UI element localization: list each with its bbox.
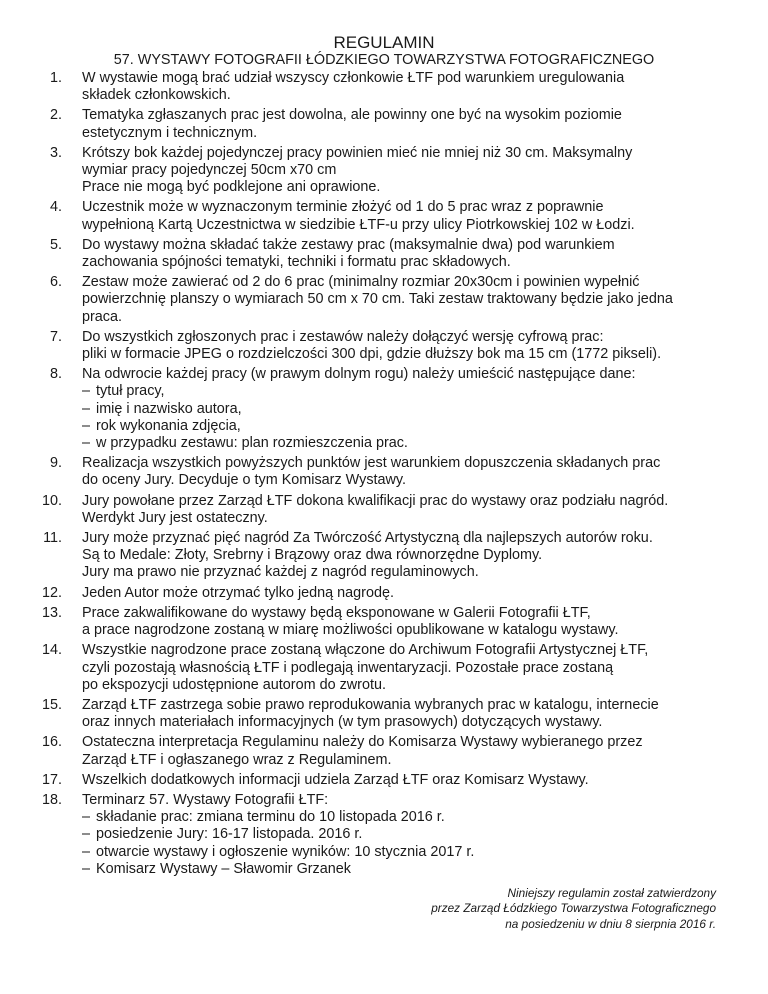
rule-item [24, 145, 744, 197]
rule-item [24, 274, 744, 326]
rule-subitem-text: tytuł pracy, [96, 383, 165, 400]
rule-text-line: zachowania spójności tematyki, techniki i formatu prac składowych. [82, 254, 511, 271]
page-title: REGULAMIN [333, 33, 435, 52]
rule-text-line: Zarząd ŁTF i ogłaszanego wraz z Regulaminem. [82, 751, 392, 768]
page-subtitle: 57. WYSTAWY FOTOGRAFII ŁÓDZKIEGO TOWARZYSTWA FOTOGRAFICZNEGO [113, 52, 655, 68]
rule-number: 11. [43, 530, 62, 547]
rule-number: 6. [49, 274, 62, 291]
approval-note [431, 886, 716, 932]
rule-subitem [82, 435, 744, 452]
rule-text-line: Na odwrocie każdej pracy (w prawym dolnym rogu) należy umieścić następujące dane: [82, 366, 636, 383]
rule-item [24, 199, 744, 233]
rule-number: 7. [49, 328, 62, 345]
rule-subitem-text: Komisarz Wystawy – Sławomir Grzanek [96, 860, 351, 877]
rule-number: 13. [41, 604, 62, 621]
rule-text-line: Jury ma prawo nie przyznać każdej z nagród regulaminowych. [82, 564, 479, 581]
rule-text-line: Do wszystkich zgłoszonych prac i zestawów należy dołączyć wersję cyfrową prac: [82, 328, 604, 345]
rule-text-line: po ekspozycji udostępnione autorom do zwrotu. [82, 676, 386, 693]
dash-bullet: – [82, 435, 91, 452]
rule-text-line: Jeden Autor może otrzymać tylko jedną nagrodę. [82, 584, 394, 601]
rule-number: 9. [49, 455, 62, 472]
rule-subitem-text: składanie prac: zmiana terminu do 10 listopada 2016 r. [96, 809, 445, 826]
rule-text-line: czyli pozostają własnością ŁTF i podlegają inwentaryzacji. Pozostałe prace zostaną [82, 659, 614, 676]
dash-bullet: – [82, 383, 91, 400]
rule-item [24, 107, 744, 141]
rule-number: 14. [41, 642, 62, 659]
dash-bullet: – [82, 860, 91, 877]
rule-item [24, 70, 744, 104]
rule-text-line: Zarząd ŁTF zastrzega sobie prawo reprodukowania wybranych prac w katalogu, internecie [82, 696, 659, 713]
rule-item [24, 585, 744, 602]
rule-item [24, 792, 744, 878]
rule-text-line: Prace zakwalifikowane do wystawy będą eksponowane w Galerii Fotografii ŁTF, [82, 604, 591, 621]
rule-text-line: Realizacja wszystkich powyższych punktów jest warunkiem dopuszczenia składanych prac [82, 455, 661, 472]
rule-text-line: Prace nie mogą być podklejone ani oprawione. [82, 179, 381, 196]
rule-subitem-text: rok wykonania zdjęcia, [96, 417, 241, 434]
dash-bullet: – [82, 417, 91, 434]
rule-text-line: Jury powołane przez Zarząd ŁTF dokona kwalifikacji prac do wystawy oraz podziału nagród. [82, 492, 669, 509]
rule-number: 2. [49, 107, 62, 124]
rule-number: 10. [41, 492, 62, 509]
rule-text-line: Do wystawy można składać także zestawy prac (maksymalnie dwa) pod warunkiem [82, 236, 615, 253]
rule-number: 5. [49, 236, 62, 253]
rule-item [24, 237, 744, 271]
rule-subitem [82, 826, 744, 843]
rule-text-line: estetycznym i technicznym. [82, 124, 258, 141]
rule-text-line: Jury może przyznać pięć nagród Za Twórczość Artystyczną dla najlepszych autorów roku. [82, 530, 653, 547]
rule-text-line: Werdykt Jury jest ostateczny. [82, 509, 268, 526]
rule-subitem [82, 861, 744, 878]
rule-text-line: wymiar pracy pojedynczej 50cm x70 cm [82, 162, 337, 179]
dash-bullet: – [82, 826, 91, 843]
approval-line: na posiedzeniu w dniu 8 sierpnia 2016 r. [505, 916, 716, 931]
rule-number: 15. [41, 696, 62, 713]
rule-item [24, 697, 744, 731]
rule-subitem-text: imię i nazwisko autora, [96, 400, 242, 417]
rule-number: 16. [41, 734, 62, 751]
rule-text-line: Zestaw może zawierać od 2 do 6 prac (minimalny rozmiar 20x30cm i powinien wypełnić [82, 274, 640, 291]
rule-text-line: Tematyka zgłaszanych prac jest dowolna, ale powinny one być na wysokim poziomie [82, 107, 622, 124]
dash-bullet: – [82, 843, 91, 860]
rule-text-line: oraz innych materiałach informacyjnych (w tym prasowych) dotyczących wystawy. [82, 714, 603, 731]
rules-list [24, 70, 744, 881]
rule-subitem [82, 401, 744, 418]
rule-item [24, 366, 744, 452]
rule-text-line: pliki w formacie JPEG o rozdzielczości 300 dpi, gdzie dłuższy bok ma 15 cm (1772 pikseli). [82, 346, 662, 363]
rule-number: 18. [41, 791, 62, 808]
rule-subitem [82, 383, 744, 400]
rule-text-line: powierzchnię planszy o wymiarach 50 cm x 70 cm. Taki zestaw traktowany będzie jako jedna [82, 291, 673, 308]
rule-item [24, 455, 744, 489]
rule-item [24, 605, 744, 639]
rule-number: 12. [41, 584, 62, 601]
rule-subitem-text: w przypadku zestawu: plan rozmieszczenia prac. [96, 435, 408, 452]
rule-number: 17. [41, 771, 62, 788]
rule-number: 3. [49, 144, 62, 161]
rule-item [24, 734, 744, 768]
rule-item [24, 530, 744, 582]
approval-line: Niniejszy regulamin został zatwierdzony [507, 886, 716, 900]
rule-item [24, 642, 744, 694]
rule-subitem-text: otwarcie wystawy i ogłoszenie wyników: 10 stycznia 2017 r. [96, 843, 475, 860]
rule-text-line: Są to Medale: Złoty, Srebrny i Brązowy oraz dwa równorzędne Dyplomy. [82, 547, 543, 564]
rule-text-line: Wszystkie nagrodzone prace zostaną włączone do Archiwum Fotografii Artystycznej ŁTF, [82, 642, 649, 659]
rule-text-line: Terminarz 57. Wystawy Fotografii ŁTF: [82, 791, 329, 808]
dash-bullet: – [82, 809, 91, 826]
rule-subitem [82, 844, 744, 861]
rule-text-line: W wystawie mogą brać udział wszyscy członkowie ŁTF pod warunkiem uregulowania [82, 70, 625, 86]
rule-item [24, 772, 744, 789]
rule-text-line: Krótszy bok każdej pojedynczej pracy powinien mieć nie mniej niż 30 cm. Maksymalny [82, 144, 633, 161]
rule-item [24, 329, 744, 363]
rule-text-line: Uczestnik może w wyznaczonym terminie złożyć od 1 do 5 prac wraz z poprawnie [82, 199, 604, 216]
rule-item [24, 493, 744, 527]
rule-text-line: Wszelkich dodatkowych informacji udziela Zarząd ŁTF oraz Komisarz Wystawy. [82, 771, 589, 788]
rule-text-line: składek członkowskich. [82, 87, 231, 104]
rule-number: 1. [49, 70, 62, 86]
rule-text-line: Ostateczna interpretacja Regulaminu należy do Komisarza Wystawy wybieranego przez [82, 734, 643, 751]
rule-text-line: wypełnioną Kartą Uczestnictwa w siedzibie ŁTF-u przy ulicy Piotrkowskiej 102 w Łodzi. [82, 216, 635, 233]
rule-subitem [82, 418, 744, 435]
rule-text-line: praca. [82, 308, 122, 325]
rule-number: 4. [49, 199, 62, 216]
rule-text-line: do oceny Jury. Decyduje o tym Komisarz Wystawy. [82, 472, 407, 489]
approval-line: przez Zarząd Łódzkiego Towarzystwa Fotograficznego [431, 901, 716, 916]
rule-number: 8. [49, 366, 62, 383]
dash-bullet: – [82, 400, 91, 417]
rule-text-line: a prace nagrodzone zostaną w miarę możliwości opublikowane w katalogu wystawy. [82, 622, 619, 639]
rule-subitem [82, 809, 744, 826]
rule-subitem-text: posiedzenie Jury: 16-17 listopada. 2016 r. [96, 826, 363, 843]
